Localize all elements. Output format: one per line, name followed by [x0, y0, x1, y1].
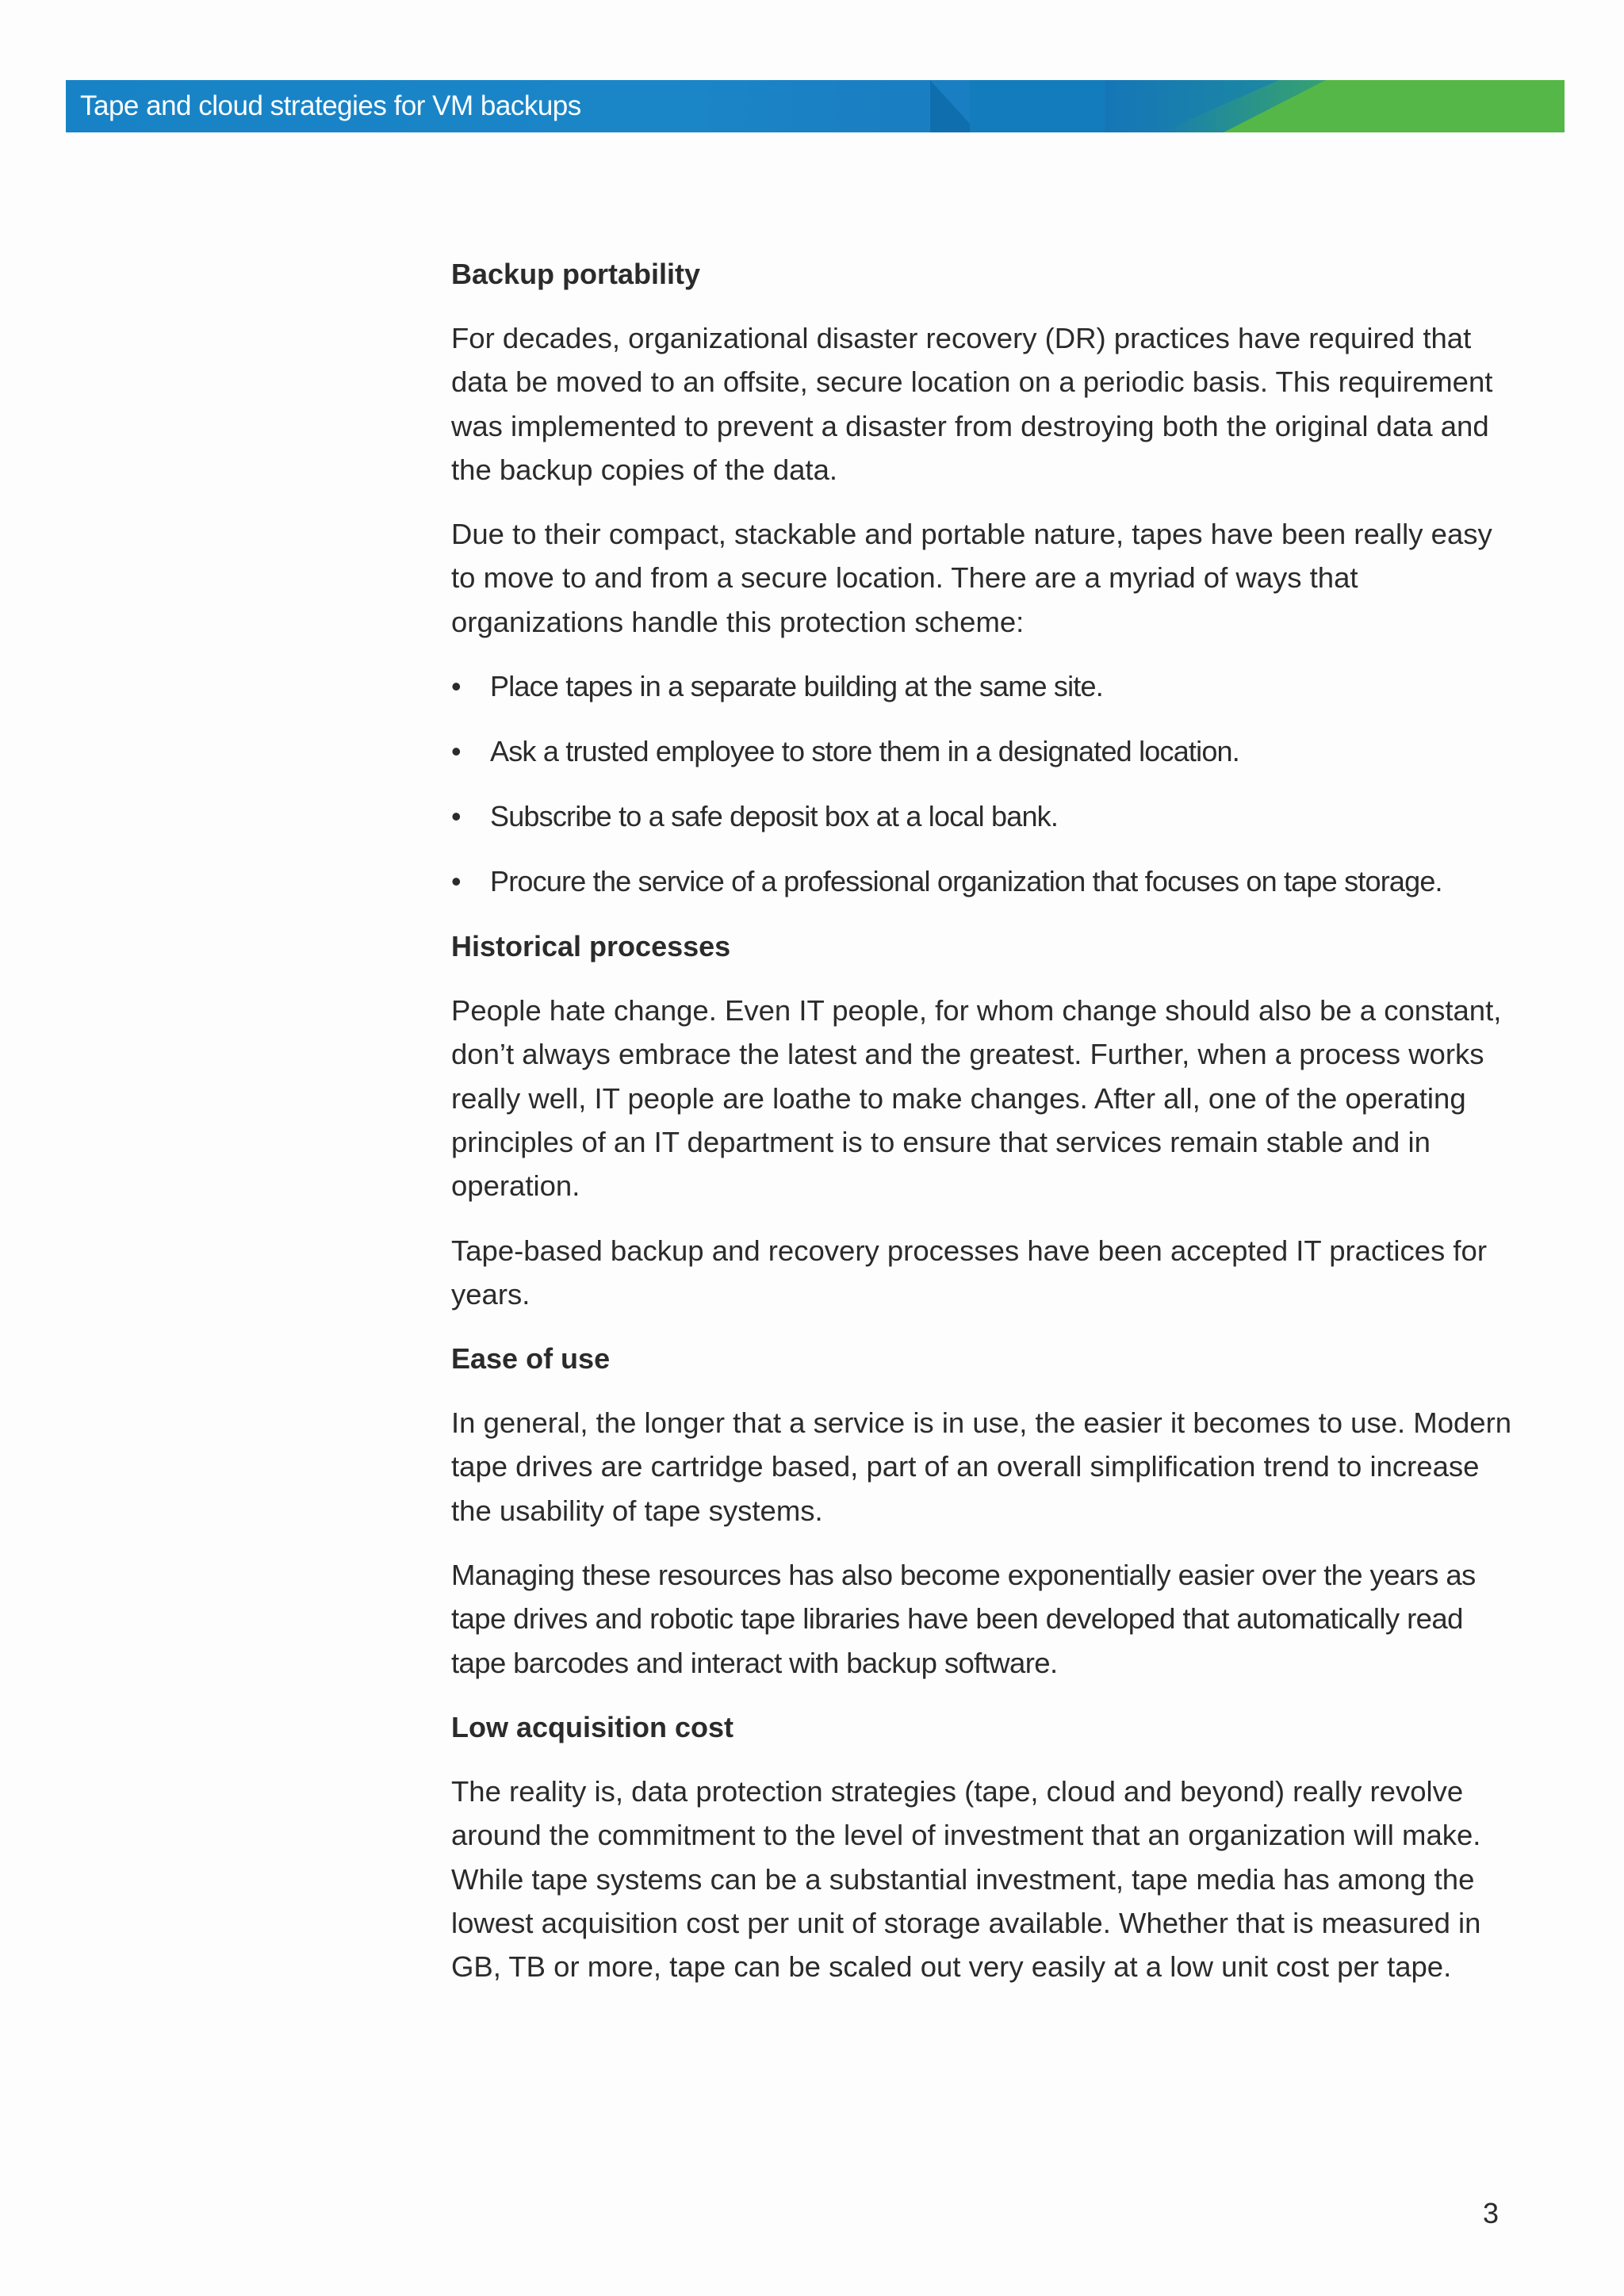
bullet-icon: • [451, 865, 461, 898]
paragraph: For decades, organizational disaster recovery (DR) practices have required that data be moved to an offsite, secure location on a periodic basis. This requirement was implemented to prevent a disaster from destroying both the original data and the backup copies of the data. [451, 322, 1493, 486]
section-ease-of-use [451, 1337, 1514, 1685]
bullet-icon: • [451, 670, 461, 703]
paragraph: Tape-based backup and recovery processes have been accepted IT practices for years. [451, 1234, 1487, 1311]
page-body [451, 252, 1514, 2009]
paragraph: People hate change. Even IT people, for whom change should also be a constant, don’t always embrace the latest and the greatest. Further, when a process works really well, IT people are loathe to make changes. After all, one of the operating principles of an IT department is to ensure that services remain stable and in operation. [451, 994, 1502, 1203]
page-number: 3 [1483, 2197, 1500, 2229]
section-heading: Ease of use [451, 1342, 611, 1376]
list-item [451, 729, 1514, 773]
list-item [451, 664, 1514, 708]
list-item-text: Procure the service of a professional organization that focuses on tape storage. [490, 865, 1442, 898]
paragraph: Managing these resources has also become exponentially easier over the years as tape drives and robotic tape libraries have been developed that automatically read tape barcodes and interact with backup software. [451, 1559, 1476, 1679]
list-item-text: Ask a trusted employee to store them in a designated location. [490, 735, 1239, 768]
list-item [451, 859, 1514, 903]
list-item-text: Subscribe to a safe deposit box at a local bank. [490, 800, 1059, 833]
paragraph: The reality is, data protection strategies (tape, cloud and beyond) really revolve around the commitment to the level of investment that an organization will make. While tape systems can be a substantial investment, tape media has among the lowest acquisition cost per unit of storage available. Whether that is measured in GB, TB or more, tape can be scaled out very easily at a low unit cost per tape. [451, 1774, 1481, 1984]
section-historical-processes [451, 924, 1514, 1316]
paragraph: Due to their compact, stackable and portable nature, tapes have been really easy to move to and from a secure location. There are a myriad of ways that organizations handle this protection scheme: [451, 518, 1492, 638]
document-title: Tape and cloud strategies for VM backups [80, 90, 581, 121]
paragraph: In general, the longer that a service is in use, the easier it becomes to use. Modern tape drives are cartridge based, part of an overall simplification trend to increase the usability of tape systems. [451, 1406, 1512, 1527]
list-item [451, 794, 1514, 838]
section-heading: Historical processes [451, 930, 731, 963]
section-backup-portability [451, 252, 1514, 903]
section-heading: Backup portability [451, 258, 701, 290]
bullet-icon: • [451, 800, 461, 833]
list-item-text: Place tapes in a separate building at the same site. [490, 670, 1103, 703]
section-heading: Low acquisition cost [451, 1710, 734, 1743]
header-banner [66, 80, 1565, 132]
bullet-icon: • [451, 735, 461, 768]
bullet-list [451, 664, 1514, 903]
section-low-acquisition-cost [451, 1705, 1514, 1988]
